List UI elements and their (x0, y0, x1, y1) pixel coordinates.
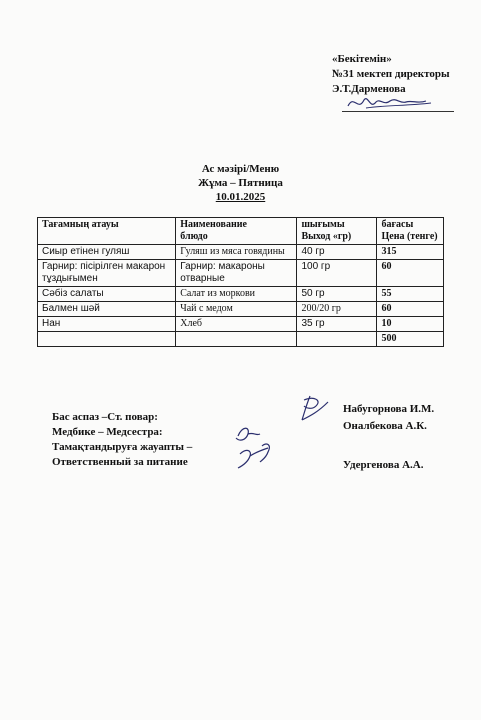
menu-date: 10.01.2025 (215, 191, 266, 203)
staff-signatures (232, 392, 332, 472)
dish-ru: Гарнир: макароны отварные (176, 260, 297, 287)
approval-line-2: №31 мектеп директоры (332, 68, 450, 80)
header-cell: Наименование блюдо (176, 218, 297, 245)
dish-price: 315 (377, 245, 444, 260)
menu-title (0, 162, 481, 204)
empty-cell (297, 332, 377, 347)
table-row (38, 317, 444, 332)
total-price: 500 (377, 332, 444, 347)
staff-role: Ответственный за питание (52, 456, 188, 468)
staff-name: Удергенова А.А. (343, 459, 424, 471)
dish-ru: Гуляш из мяса говядины (176, 245, 297, 260)
staff-role: Бас аспаз –Ст. повар: (52, 411, 158, 423)
table-header-row (38, 218, 444, 245)
dish-weight: 35 гр (297, 317, 377, 332)
table-row (38, 245, 444, 260)
menu-title-line-2: Жұма – Пятница (198, 177, 283, 189)
dish-ru: Хлеб (176, 317, 297, 332)
dish-weight: 50 гр (297, 287, 377, 302)
empty-cell (176, 332, 297, 347)
table-row (38, 260, 444, 287)
approval-line-1: «Бекітемін» (332, 53, 392, 65)
header-cell: Тағамның атауы (38, 218, 176, 245)
dish-kz: Балмен шәй (38, 302, 176, 317)
dish-weight: 200/20 гр (297, 302, 377, 317)
dish-price: 60 (377, 260, 444, 287)
dish-kz: Гарнир: пісірілген макарон тұздығымен (38, 260, 176, 287)
dish-kz: Нан (38, 317, 176, 332)
table-total-row (38, 332, 444, 347)
dish-ru: Салат из моркови (176, 287, 297, 302)
staff-role: Медбике – Медсестра: (52, 426, 163, 438)
table-row (38, 287, 444, 302)
dish-price: 60 (377, 302, 444, 317)
approval-block (332, 52, 450, 97)
header-cell: шығымы Выход «гр) (297, 218, 377, 245)
dish-weight: 100 гр (297, 260, 377, 287)
staff-name: Набугорнова И.М. (343, 403, 435, 415)
approval-line-3: Э.Т.Дарменова (332, 83, 406, 95)
dish-weight: 40 гр (297, 245, 377, 260)
dish-kz: Сиыр етінен гуляш (38, 245, 176, 260)
table-row (38, 302, 444, 317)
signature-line (342, 111, 454, 112)
dish-price: 55 (377, 287, 444, 302)
dish-kz: Сәбіз салаты (38, 287, 176, 302)
menu-table (37, 217, 444, 347)
staff-roles (52, 410, 192, 470)
dish-ru: Чай с медом (176, 302, 297, 317)
staff-name: Оналбекова А.К. (343, 420, 427, 432)
header-cell: бағасы Цена (тенге) (377, 218, 444, 245)
dish-price: 10 (377, 317, 444, 332)
staff-role: Тамақтандыруға жауапты – (52, 441, 193, 453)
menu-title-line-1: Ас мәзірі/Меню (201, 163, 280, 175)
empty-cell (38, 332, 176, 347)
